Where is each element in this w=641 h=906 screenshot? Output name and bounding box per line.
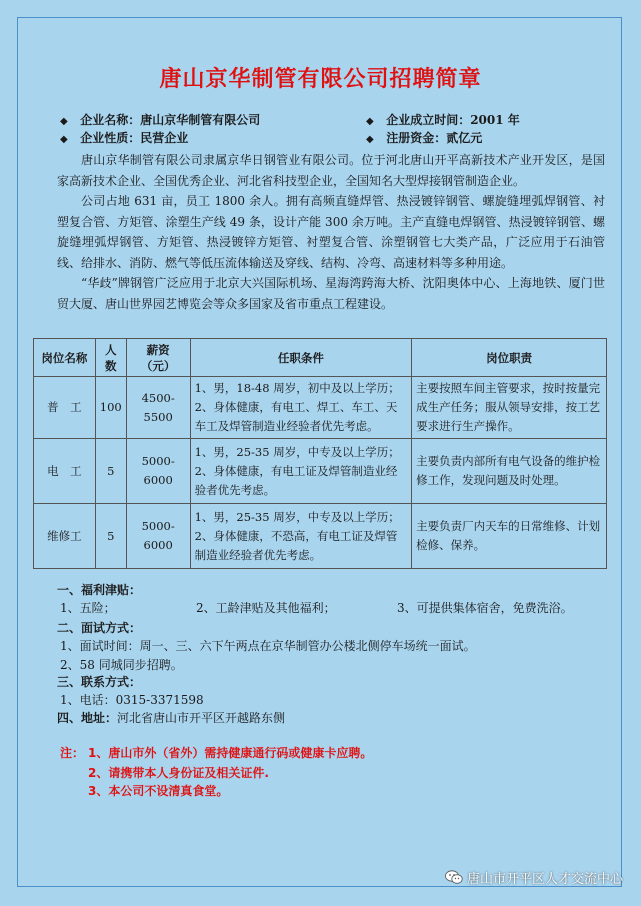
diamond-icon: ◆ xyxy=(366,116,374,127)
address-heading: 四、地址： xyxy=(57,711,118,725)
table-row xyxy=(34,377,607,439)
table-header-row xyxy=(34,339,607,377)
interview-item-2: 2、58 同城同步招聘。 xyxy=(60,658,183,672)
header-duties: 岗位职责 xyxy=(412,339,607,377)
info-capital xyxy=(366,129,482,146)
note-item-3: 3、本公司不设清真食堂。 xyxy=(88,784,229,798)
cell-position: 电 工 xyxy=(34,439,96,504)
footer-watermark xyxy=(445,868,623,889)
diamond-icon: ◆ xyxy=(366,134,374,145)
cell-requirements: 1、男，25-35 周岁，中专及以上学历； 2、身体健康，有电工证及焊管制造业经验者优先考虑。 xyxy=(190,439,412,504)
founded-value: 2001 年 xyxy=(470,113,520,127)
capital-label: 注册资金： xyxy=(386,131,447,145)
contact-heading: 三、联系方式： xyxy=(57,675,142,689)
info-company-name xyxy=(60,111,260,128)
contact-phone: 1、电话：0315-3371598 xyxy=(60,693,204,707)
wechat-icon xyxy=(445,870,463,889)
header-count: 人 数 xyxy=(95,339,126,377)
cell-count: 5 xyxy=(95,439,126,504)
diamond-icon: ◆ xyxy=(60,116,68,127)
cell-duties: 主要负责内部所有电气设备的维护检修工作，发现问题及时处理。 xyxy=(412,439,607,504)
cell-requirements: 1、男，18-48 周岁，初中及以上学历； 2、身体健康，有电工、焊工、车工、天车工及焊管制造业经验者优先考虑。 xyxy=(190,377,412,439)
cell-salary: 5000-6000 xyxy=(126,504,190,569)
info-company-type xyxy=(60,129,188,146)
company-type-label: 企业性质： xyxy=(80,131,141,145)
header-requirements: 任职条件 xyxy=(190,339,412,377)
address-line xyxy=(57,709,285,726)
cell-count: 100 xyxy=(95,377,126,439)
table-row xyxy=(34,439,607,504)
jobs-table xyxy=(33,338,607,569)
header-salary: 薪资 （元） xyxy=(126,339,190,377)
interview-item-1: 1、面试时间：周一、三、六下午两点在京华制管办公楼北侧停车场统一面试。 xyxy=(60,639,476,653)
cell-duties: 主要负责厂内天车的日常维修、计划检修、保养。 xyxy=(412,504,607,569)
table-row xyxy=(34,504,607,569)
address-value: 河北省唐山市开平区开越路东侧 xyxy=(117,711,286,725)
diamond-icon: ◆ xyxy=(60,134,68,145)
capital-value: 贰亿元 xyxy=(446,131,483,145)
company-name-label: 企业名称： xyxy=(80,113,141,127)
note-item-2: 2、请携带本人身份证及相关证件. xyxy=(88,766,269,780)
welfare-heading: 一、福利津贴： xyxy=(57,583,142,597)
intro-paragraph-2: 公司占地 631 亩，员工 1800 余人。拥有高频直缝焊管、热浸镀锌钢管、螺旋缝埋弧焊钢管、衬塑复合管、方矩管、涂塑生产线 49 条，设计产能 300 余万吨。主产直缝电焊钢管、热浸镀锌钢管、螺旋缝埋弧焊钢管、方矩管、热浸镀锌方矩管、衬塑复合管、涂塑钢管七大类产品，广泛应用于石油管线、给排水、消防、燃气等低压流体输送及穿线、结构、冷弯、高速材料等多种用途。 xyxy=(57,194,605,270)
cell-duties: 主要按照车间主管要求，按时按量完成生产任务；服从领导安排，按工艺要求进行生产操作。 xyxy=(412,377,607,439)
interview-heading: 二、面试方式： xyxy=(57,621,142,635)
cell-salary: 5000-6000 xyxy=(126,439,190,504)
page-title: 唐山京华制管有限公司招聘简章 xyxy=(159,67,482,92)
note-item-1: 1、唐山市外（省外）需持健康通行码或健康卡应聘。 xyxy=(88,746,373,760)
intro-paragraph-3: “华歧”牌钢管广泛应用于北京大兴国际机场、星海湾跨海大桥、沈阳奥体中心、上海地铁、厦门世贸大厦、唐山世界园艺博览会等众多国家及省市重点工程建设。 xyxy=(57,276,605,311)
cell-count: 5 xyxy=(95,504,126,569)
info-founded xyxy=(366,111,520,128)
founded-label: 企业成立时间： xyxy=(386,113,471,127)
cell-salary: 4500-5500 xyxy=(126,377,190,439)
welfare-item-3: 3、可提供集体宿舍，免费洗浴。 xyxy=(397,601,573,615)
welfare-item-1: 1、五险； xyxy=(60,601,116,615)
header-position: 岗位名称 xyxy=(34,339,96,377)
welfare-item-2: 2、工龄津贴及其他福利； xyxy=(196,601,336,615)
footer-text: 唐山市开平区人才交流中心 xyxy=(466,872,623,887)
cell-position: 维修工 xyxy=(34,504,96,569)
notes-label: 注： xyxy=(60,746,85,760)
cell-position: 普 工 xyxy=(34,377,96,439)
company-name-value: 唐山京华制管有限公司 xyxy=(140,113,261,127)
cell-requirements: 1、男，25-35 周岁，中专及以上学历； 2、身体健康，不恐高，有电工证及焊管制造业经验者优先考虑。 xyxy=(190,504,412,569)
intro-paragraph-1: 唐山京华制管有限公司隶属京华日钢管业有限公司。位于河北唐山开平高新技术产业开发区，是国家高新技术企业、全国优秀企业、河北省科技型企业，全国知名大型焊接钢管制造企业。 xyxy=(57,153,605,188)
company-type-value: 民营企业 xyxy=(140,131,189,145)
